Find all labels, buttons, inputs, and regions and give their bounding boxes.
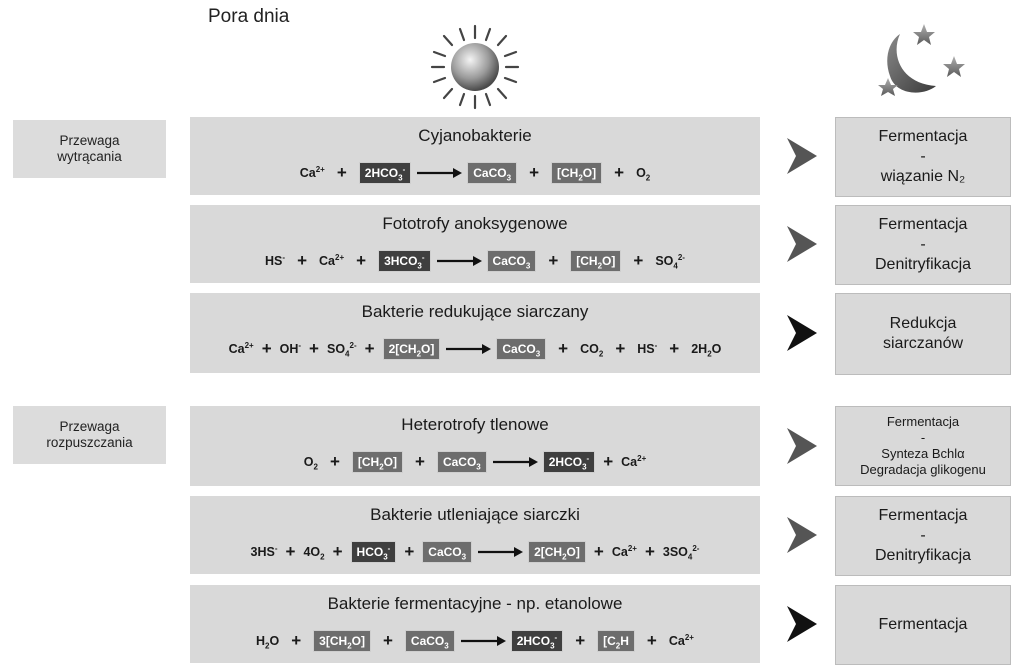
compound-box: [$C_2H$ [597,630,635,652]
panel-cyanobacteria [190,117,760,195]
compound-box: CaCO$_3$ [437,451,487,473]
compound-term: $SO_4^{2-}$ [655,252,685,271]
compound-term: HS- [637,340,658,356]
plus-sign: + [633,251,644,270]
plus-sign: + [615,339,626,358]
chevron-right-icon [787,606,817,642]
result-line: Denitryfikacja [874,256,972,273]
chevron-right-icon [787,226,817,262]
page-title: Pora dnia [208,6,290,27]
plus-sign: + [558,339,569,358]
result-box-fermentation [835,585,1011,665]
side-label-dissolution [13,406,166,464]
compound-box: CaCO$_3$ [496,338,546,360]
reaction-equation [190,337,760,361]
result-line: Fermentacja [886,414,960,429]
result-box-fermentation-denitrification [835,205,1011,285]
plus-sign: + [614,163,625,182]
reaction-arrow-icon [435,254,483,268]
panel-title: Bakterie fermentacyjne - np. etanolowe [327,594,623,613]
result-line: Redukcja [889,315,957,332]
reaction-equation [190,540,760,564]
panel-title: Heterotrofy tlenowe [401,415,549,434]
result-line: - [920,148,926,165]
compound-term: $Ca^{2+}$ [668,632,694,648]
plus-sign: + [364,339,375,358]
result-line: Denitryfikacja [874,547,972,564]
compound-box: $2HCO_3^-$ [359,162,411,184]
result-line: - [920,236,926,253]
plus-sign: + [669,339,680,358]
plus-sign: + [329,452,340,471]
panel-sulfate-reducing-bacteria [190,293,760,373]
reaction-arrow-icon [415,166,463,180]
reaction-equation [190,161,760,185]
result-line: Fermentacja [878,216,968,233]
plus-sign: + [603,452,614,471]
plus-sign: + [404,542,415,561]
reaction-equation [190,249,760,273]
plus-sign: + [261,339,272,358]
plus-sign: + [309,339,319,358]
compound-term: $O_2$ [636,166,651,183]
chevron-right-icon [787,428,817,464]
plus-sign: + [593,542,604,561]
result-box-fermentation-bchl-glycogen [835,406,1011,486]
sun-icon [420,22,530,112]
plus-sign: + [575,631,586,650]
plus-sign: + [548,251,559,270]
compound-box: $[CH_2O]$ [551,162,602,184]
result-line: - [920,527,926,544]
plus-sign: + [336,163,347,182]
side-label-line: wytrącania [57,149,122,164]
result-line: Fermentacja [878,507,968,524]
compound-box: CaCO$_3$ [422,541,472,563]
side-label-precipitation [13,120,166,178]
compound-box: $2[CH_2O]$ [383,338,441,360]
moon-stars-icon [868,22,978,106]
side-label-line: Przewaga [59,133,120,148]
plus-sign: + [382,631,393,650]
compound-box: $[CH_2O]$ [352,451,403,473]
panel-title: Bakterie utleniające siarczki [370,505,580,524]
plus-sign: + [644,542,655,561]
compound-box: $3[CH_2O]$ [313,630,371,652]
result-box-fermentation-denitrification-2 [835,496,1011,576]
plus-sign: + [285,542,296,561]
chevron-right-icon [787,315,817,351]
compound-term: $H_2O$ [256,634,280,651]
result-box-sulfate-reduction [835,293,1011,375]
compound-term: $Ca^{2+}$ [228,340,254,356]
reaction-arrow-icon [444,342,492,356]
plus-sign: + [356,251,367,270]
reaction-equation [190,450,760,474]
compound-term: $Ca^{2+}$ [611,543,637,559]
side-label-line: rozpuszczania [46,435,133,450]
result-line: - [920,430,926,445]
panel-sulfide-oxidizing-bacteria [190,496,760,574]
compound-box: $2HCO_3^-$ [511,630,563,652]
compound-term: $O_2$ [303,455,318,472]
panel-fermentative-bacteria [190,585,760,663]
compound-box: CaCO$_3$ [405,630,455,652]
compound-term: $2H_2O$ [691,342,722,359]
result-line: Degradacja glikogenu [860,462,986,477]
plus-sign: + [297,251,308,270]
plus-sign: + [291,631,302,650]
compound-term: HS- [265,252,286,268]
compound-box: $2HCO_3^-$ [543,451,595,473]
panel-aerobic-heterotrophs [190,406,760,486]
result-line: wiązanie N₂ [880,168,966,185]
compound-box: $3HCO_3^-$ [378,250,430,272]
compound-term: OH- [279,340,302,356]
reaction-equation [190,629,760,653]
compound-box: CaCO$_3$ [487,250,537,272]
result-line: siarczanów [882,335,964,352]
compound-term: $Ca^{2+}$ [299,164,325,180]
plus-sign: + [646,631,657,650]
panel-title: Bakterie redukujące siarczany [361,302,589,321]
plus-sign: + [332,542,343,561]
plus-sign: + [529,163,539,182]
compound-term: $4O_2$ [303,545,325,562]
compound-term: 3HS- [250,543,278,559]
result-line: Fermentacja [878,128,968,145]
chevron-right-icon [787,138,817,174]
result-line: Synteza Bchlα [881,446,965,461]
compound-term: $3SO_4^{2-}$ [662,543,700,562]
compound-term: $Ca^{2+}$ [621,453,647,469]
panel-title: Cyjanobakterie [418,126,532,145]
panel-title: Fototrofy anoksygenowe [382,214,568,233]
compound-term: $Ca^{2+}$ [319,252,345,268]
reaction-arrow-icon [459,634,507,648]
compound-box: $HCO_3^-$ [351,541,397,563]
compound-box: $2[CH_2O]$ [528,541,586,563]
reaction-arrow-icon [491,455,539,469]
compound-term: $CO_2$ [580,342,604,359]
result-line: Fermentacja [878,616,968,633]
reaction-arrow-icon [476,545,524,559]
plus-sign: + [415,452,425,471]
compound-box: $[CH_2O]$ [570,250,621,272]
side-label-line: Przewaga [59,419,120,434]
compound-box: CaCO$_3$ [467,162,517,184]
panel-anoxygenic-phototrophs [190,205,760,283]
chevron-right-icon [787,517,817,553]
compound-term: $SO_4^{2-}$ [326,340,357,359]
result-box-fermentation-n2-fixation [835,117,1011,197]
